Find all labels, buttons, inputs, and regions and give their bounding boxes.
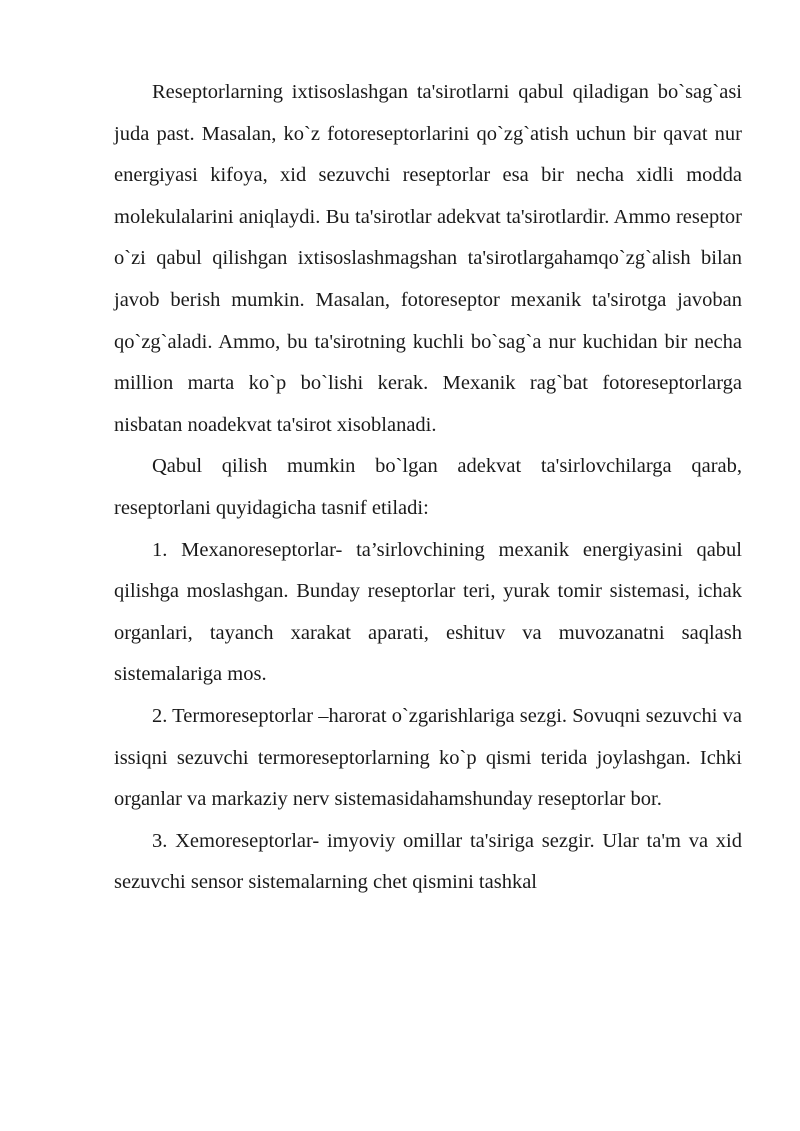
paragraph-classification-intro: Qabul qilish mumkin bo`lgan adekvat ta'sirlovchilarga qarab, reseptorlani quyidagicha tasnif etiladi: (114, 455, 742, 519)
document-page (114, 72, 742, 904)
paragraph-chemoreceptors: 3. Xemoreseptorlar- imyoviy omillar ta'siriga sezgir. Ular ta'm va xid sezuvchi sensor sistemalarning chet qismini tashkal (114, 829, 742, 894)
paragraph-thermoreceptors: 2. Termoreseptorlar –harorat o`zgarishlariga sezgi. Sovuqni sezuvchi va issiqni sezuvchi termoreseptorlarning ko`p qismi terida joylashgan. Ichki organlar va markaziy nerv sistemasidahamshunday reseptorlar bor. (114, 704, 742, 811)
paragraph-mechanoreceptors: 1. Mexanoreseptorlar- ta’sirlovchining mexanik energiyasini qabul qilishga moslashgan. Bunday reseptorlar teri, yurak tomir sistemasi, ichak organlari, tayanch xarakat aparati, eshituv va muvozanatni saqlash sistemalariga mos. (114, 538, 742, 686)
paragraph-threshold: Reseptorlarning ixtisoslashgan ta'sirotlarni qabul qiladigan bo`sag`asi juda past. Masalan, ko`z fotoreseptorlarini qo`zg`atish uchun bir qavat nur energiyasi kifoya, xid sezuvchi reseptorlar esa bir necha xidli modda molekulalarini aniqlaydi. Bu ta'sirotlar adekvat ta'sirotlardir. Ammo reseptor o`zi qabul qilishgan ixtisoslashmagshan ta'sirotlargahamqo`zg`alish bilan javob berish mumkin. Masalan, fotoreseptor mexanik ta'sirotga javoban qo`zg`aladi. Ammo, bu ta'sirotning kuchli bo`sag`a nur kuchidan bir necha million marta ko`p bo`lishi kerak. Mexanik rag`bat fotoreseptorlarga nisbatan noadekvat ta'sirot xisoblanadi. (114, 81, 742, 436)
